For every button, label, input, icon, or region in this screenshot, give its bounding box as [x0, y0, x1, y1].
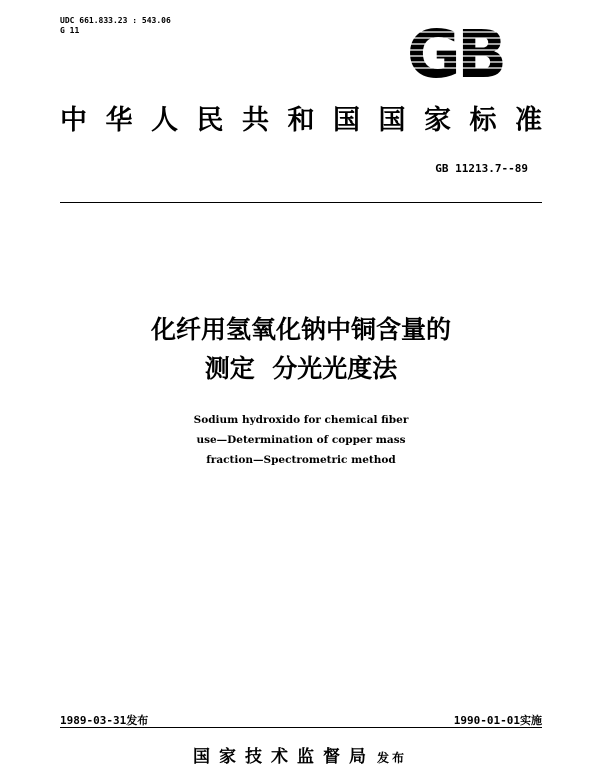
- chinese-title-line-2: 测定 分光光度法: [204, 354, 398, 383]
- footer-divider: [60, 727, 542, 728]
- gb-logo: [396, 22, 514, 84]
- english-title-line-1: Sodium hydroxido for chemical fiber: [193, 414, 409, 426]
- national-standard-title: 中华人民共和国国家标准: [60, 105, 542, 136]
- chinese-title-line-1: 化纤用氢氧化钠中铜含量的: [150, 315, 451, 344]
- udc-number: UDC 661.833.23 : 543.06: [60, 16, 171, 25]
- english-title-line-3: fraction—Spectrometric method: [206, 454, 396, 466]
- issuer: [0, 742, 600, 767]
- standard-number: GB 11213.7--89: [435, 162, 528, 175]
- issue-date: 1989-03-31发布: [60, 714, 149, 727]
- issuer-name: 国家技术监督局: [192, 747, 375, 767]
- gb-logo-text: GB: [406, 22, 504, 84]
- english-title-line-2: use—Determination of copper mass: [196, 434, 406, 446]
- effective-date: 1990-01-01实施: [453, 714, 542, 727]
- header-divider: [60, 202, 542, 203]
- classification-code: G 11: [60, 26, 80, 35]
- english-title: [60, 410, 542, 470]
- udc-block: [60, 16, 171, 36]
- issuer-action: 发布: [376, 751, 407, 765]
